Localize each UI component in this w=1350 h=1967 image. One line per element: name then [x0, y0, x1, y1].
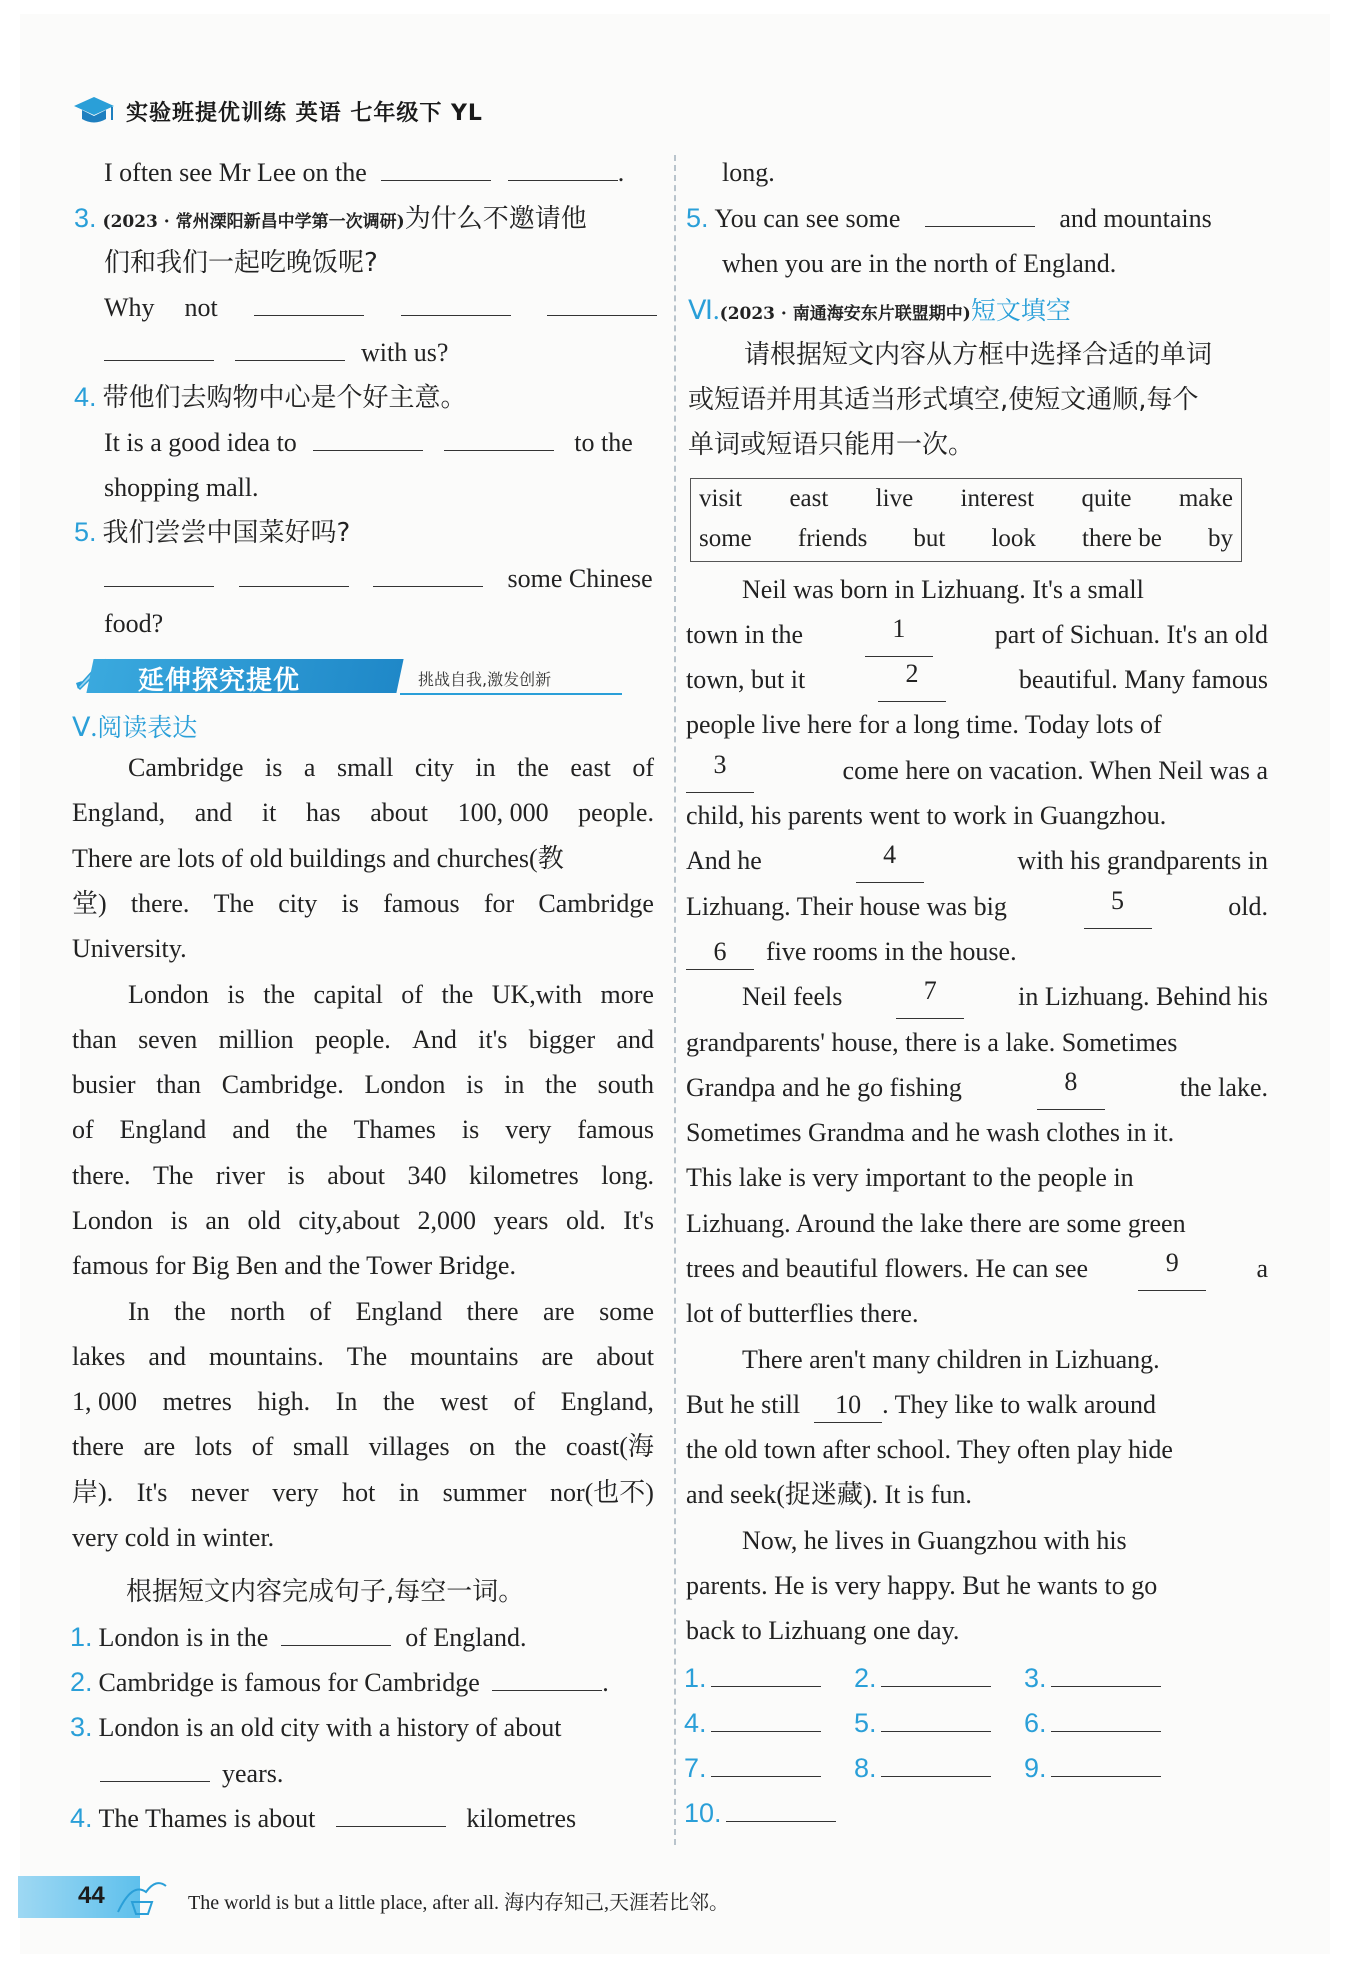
blank-2: 2 [878, 657, 946, 702]
passage-word: mountains [410, 1342, 519, 1371]
passage-word: England, [560, 1387, 654, 1416]
passage-word: Cambridge [538, 889, 654, 918]
blank-5: 5 [1084, 884, 1152, 929]
task-3-cont: years. [100, 1751, 283, 1796]
passage-line [72, 1424, 654, 1469]
passage-line [72, 1379, 654, 1424]
cloze-line-18: There aren't many children in Lizhuang. [742, 1345, 1160, 1374]
question-4: 4. 带他们去购物中心是个好主意。 [74, 382, 467, 413]
cloze-line-5: 3 come here on vacation. When Neil was a [686, 748, 1268, 793]
passage-line [72, 1062, 654, 1107]
answer-5[interactable]: 5. [854, 1705, 991, 1739]
passage-word: is [265, 753, 283, 782]
cloze-line-24: back to Lizhuang one day. [686, 1616, 960, 1645]
header-title: 实验班提优训练 英语 七年级下 YL [126, 100, 483, 126]
banner-subtitle: 挑战自我,激发创新 [418, 670, 552, 689]
passage-word: about [327, 1161, 386, 1190]
passage-word: it [261, 798, 277, 827]
passage-word: east [570, 753, 611, 782]
passage-word: in [398, 1478, 420, 1507]
passage-word: seven [138, 1025, 198, 1054]
passage-word: of [309, 1297, 332, 1326]
passage-word: Cambridge [128, 753, 244, 782]
passage-line [128, 1289, 654, 1334]
passage-word: lots [194, 1432, 233, 1461]
passage-line [72, 926, 654, 971]
graduation-cap-icon [72, 93, 116, 129]
passage-word: is [287, 1161, 305, 1190]
passage-word: the [517, 753, 549, 782]
passage-word: There are lots of old buildings and churches(教 [72, 844, 564, 873]
vi-instruction-3: 单词或短语只能用一次。 [688, 430, 975, 460]
task-2: 2. Cambridge is famous for Cambridge . [70, 1660, 609, 1705]
column-divider [674, 155, 676, 1845]
passage-word: the [174, 1297, 206, 1326]
passage-word: very cold in winter. [72, 1523, 275, 1552]
cloze-line-22: Now, he lives in Guangzhou with his [742, 1526, 1127, 1555]
passage-word: south [597, 1070, 654, 1099]
section-v-heading: Ⅴ.阅读表达 [72, 712, 198, 742]
cloze-line-4: people live here for a long time. Today lots of [686, 710, 1162, 739]
answer-6[interactable]: 6. [1024, 1705, 1161, 1739]
task-5-cont: when you are in the north of England. [722, 249, 1117, 278]
footer-quote: The world is but a little place, after all. 海内存知己,天涯若比邻。 [188, 1892, 729, 1914]
passage-word: a [303, 753, 316, 782]
passage-word: are [541, 1342, 574, 1371]
passage-word: metres [162, 1387, 232, 1416]
passage-word: of [72, 1115, 94, 1144]
passage-word: is [461, 1115, 480, 1144]
passage-word: is [341, 889, 359, 918]
passage-word: in [475, 753, 496, 782]
passage-line [72, 881, 654, 926]
cloze-line-13: Sometimes Grandma and he wash clothes in it. [686, 1118, 1175, 1147]
passage-word: London [72, 1206, 153, 1235]
cloze-line-14: This lake is very important to the people in [686, 1163, 1134, 1192]
blank-7: 7 [896, 974, 964, 1019]
cloze-line-17: lot of butterflies there. [686, 1299, 919, 1328]
passage-word: are [143, 1432, 176, 1461]
question-5: 5. 我们尝尝中国菜好吗? [74, 517, 351, 548]
passage-line [72, 1334, 654, 1379]
question-4-line1: It is a good idea to to the [104, 420, 633, 465]
passage-word: capital [313, 980, 383, 1009]
task-4: 4. The Thames is about kilometres [70, 1796, 654, 1841]
question-5-line1: some Chinese [104, 556, 653, 601]
passage-word: Cambridge. [221, 1070, 344, 1099]
passage-word: years [493, 1206, 549, 1235]
doodle-icon [112, 1872, 172, 1920]
passage-word: small [292, 1432, 350, 1461]
cloze-line-11: grandparents' house, there is a lake. Sometimes [686, 1028, 1178, 1057]
answer-3[interactable]: 3. [1024, 1660, 1161, 1694]
passage-word: villages [368, 1432, 450, 1461]
passage-word: 100, 000 [457, 798, 549, 827]
passage-word: England [355, 1297, 443, 1326]
passage-word: than [156, 1070, 202, 1099]
passage-word: the [295, 1115, 328, 1144]
passage-word: Thames [353, 1115, 436, 1144]
passage-word: it's [478, 1025, 508, 1054]
passage-word: In [128, 1297, 150, 1326]
question-4-line2: shopping mall. [104, 473, 259, 502]
passage-word: never [190, 1478, 249, 1507]
passage-word: old. [565, 1206, 606, 1235]
passage-word: are [542, 1297, 575, 1326]
passage-line [72, 1515, 654, 1560]
passage-word: 岸). [72, 1478, 114, 1507]
passage-word: more [600, 980, 654, 1009]
passage-word: and [616, 1025, 654, 1054]
passage-word: there. [72, 1161, 131, 1190]
passage-word: busier [72, 1070, 136, 1099]
passage-line [72, 1153, 654, 1198]
passage-word: and [148, 1342, 186, 1371]
passage-word: London [128, 980, 209, 1009]
passage-word: the [382, 1387, 415, 1416]
passage-word: 340 [407, 1161, 447, 1190]
passage-word: city,about [298, 1206, 400, 1235]
cloze-line-2: town in the 1 part of Sichuan. It's an old [686, 612, 1268, 657]
word-box-row-1: visit east live interest quite make [699, 485, 1233, 512]
passage-word: coast(海 [565, 1432, 654, 1461]
passage-word: famous for Big Ben and the Tower Bridge. [72, 1251, 516, 1280]
passage-word: and [194, 798, 233, 827]
passage-word: high. [257, 1387, 311, 1416]
blank-3: 3 [686, 748, 754, 793]
cloze-line-6: child, his parents went to work in Guangzhou. [686, 801, 1167, 830]
cloze-line-7: And he 4 with his grandparents in [686, 838, 1268, 883]
passage-word: of [513, 1387, 536, 1416]
passage-line [128, 972, 654, 1017]
task-1: 1. London is in the of England. [70, 1615, 527, 1660]
passage-word: England [119, 1115, 207, 1144]
instruction: 根据短文内容完成句子,每空一词。 [126, 1577, 525, 1607]
passage-word: And [412, 1025, 457, 1054]
word-box-row-2: some friends but look there be by [699, 525, 1233, 552]
passage-word: people. [578, 798, 654, 827]
passage-word: famous [577, 1115, 654, 1144]
passage-word: there [72, 1432, 124, 1461]
word-box [690, 478, 1242, 562]
passage-word: hot [342, 1478, 376, 1507]
passage-word: the [263, 980, 295, 1009]
question-3-line1: Why not [104, 285, 654, 330]
passage-word: north [230, 1297, 286, 1326]
answer-10[interactable]: 10. [684, 1795, 836, 1829]
passage-word: very [505, 1115, 552, 1144]
cloze-line-21: and seek(捉迷藏). It is fun. [686, 1480, 972, 1509]
passage-word: summer [442, 1478, 527, 1507]
right-cont: long. [722, 158, 775, 187]
passage-line [128, 745, 654, 790]
passage-word: very [272, 1478, 319, 1507]
passage-word: nor(也不) [549, 1478, 654, 1507]
passage-word: lakes [72, 1342, 126, 1371]
passage-word: river [215, 1161, 265, 1190]
passage-word: there. [130, 889, 190, 918]
answer-1[interactable]: 1. [684, 1660, 821, 1694]
passage-word: University. [72, 934, 187, 963]
passage-word: than [72, 1025, 117, 1054]
passage-line [72, 1243, 654, 1288]
passage-word: The [346, 1342, 388, 1371]
passage-word: long. [601, 1161, 654, 1190]
blank-6: 6 [686, 935, 754, 970]
question-3-line2: with us? [104, 330, 448, 375]
passage-word: and [232, 1115, 270, 1144]
passage-word: It's [136, 1478, 168, 1507]
passage-word: there [466, 1297, 519, 1326]
blank-4: 4 [856, 838, 924, 883]
passage-word: west [440, 1387, 488, 1416]
vi-instruction-1: 请根据短文内容从方框中选择合适的单词 [744, 340, 1213, 370]
passage-word: is [227, 980, 245, 1009]
cloze-line-12: Grandpa and he go fishing 8 the lake. [686, 1065, 1268, 1110]
passage-word: city [278, 889, 318, 918]
cloze-line-23: parents. He is very happy. But he wants to go [686, 1571, 1158, 1600]
passage-word: UK,with [491, 980, 583, 1009]
passage-word: old [247, 1206, 281, 1235]
task-5: 5. You can see some and mountains [686, 196, 1268, 241]
passage-line [72, 790, 654, 835]
cloze-line-15: Lizhuang. Around the lake there are some green [686, 1209, 1186, 1238]
task-3: 3. London is an old city with a history of about [70, 1712, 562, 1742]
question-3: 3. (2023 · 常州溧阳新昌中学第一次调研)为什么不邀请他 [74, 203, 587, 234]
question-3-cont: 们和我们一起吃晚饭呢? [104, 248, 378, 278]
passage-word: about [370, 798, 428, 827]
passage-word: bigger [528, 1025, 596, 1054]
passage-word: small [336, 753, 394, 782]
blank-8: 8 [1037, 1065, 1105, 1110]
passage-word: on [469, 1432, 496, 1461]
answer-7[interactable]: 7. [684, 1750, 821, 1784]
page-header [72, 90, 483, 132]
passage-word: has [305, 798, 341, 827]
section-vi-heading: Ⅵ.(2023 · 南通海安东片联盟期中)短文填空 [688, 295, 1071, 325]
answer-9[interactable]: 9. [1024, 1750, 1161, 1784]
cloze-line-19: But he still 10 . They like to walk around [686, 1382, 1268, 1427]
cloze-line-9: 6 five rooms in the house. [686, 929, 1017, 974]
banner-title: 延伸探究提优 [138, 666, 301, 696]
passage-word: city [414, 753, 454, 782]
passage-word: famous [383, 889, 460, 918]
cloze-line-3: town, but it 2 beautiful. Many famous [686, 657, 1268, 702]
passage-line [72, 1107, 654, 1152]
passage-line [72, 1198, 654, 1243]
question-5-line2: food? [104, 609, 164, 638]
passage-line [72, 1470, 654, 1515]
answer-2[interactable]: 2. [854, 1660, 991, 1694]
cloze-line-1: Neil was born in Lizhuang. It's a small [742, 575, 1144, 604]
passage-word: The [152, 1161, 194, 1190]
passage-word: an [205, 1206, 230, 1235]
blank-9: 9 [1138, 1246, 1206, 1291]
answer-4[interactable]: 4. [684, 1705, 821, 1739]
passage-word: of [251, 1432, 274, 1461]
passage-word: The [213, 889, 255, 918]
cloze-line-16: trees and beautiful flowers. He can see 9 a [686, 1246, 1268, 1291]
passage-word: kilometres [469, 1161, 579, 1190]
passage-word: is [466, 1070, 484, 1099]
left-line-0: I often see Mr Lee on the . [104, 150, 624, 195]
passage-word: of [632, 753, 654, 782]
passage-line [72, 836, 654, 881]
passage-word: is [170, 1206, 188, 1235]
passage-word: London [364, 1070, 446, 1099]
passage-word: the [441, 980, 474, 1009]
passage-word: people. [314, 1025, 391, 1054]
passage-word: In [335, 1387, 358, 1416]
passage-word: in [504, 1070, 525, 1099]
passage-word: 2,000 [417, 1206, 476, 1235]
passage-line [72, 1017, 654, 1062]
cloze-line-20: the old town after school. They often play hide [686, 1435, 1173, 1464]
passage-word: It's [623, 1206, 654, 1235]
section-banner [70, 655, 620, 697]
passage-word: 堂) [72, 889, 107, 918]
passage-word: 1, 000 [72, 1387, 137, 1416]
blank-10: 10 [814, 1388, 882, 1423]
passage-word: some [599, 1297, 654, 1326]
passage-word: million [218, 1025, 294, 1054]
answer-8[interactable]: 8. [854, 1750, 991, 1784]
passage-word: of [401, 980, 423, 1009]
passage-word: mountains. [208, 1342, 324, 1371]
page-number: 44 [78, 1882, 105, 1909]
passage-word: the [545, 1070, 577, 1099]
cloze-line-8: Lizhuang. Their house was big 5 old. [686, 884, 1268, 929]
passage-word: England, [72, 798, 166, 827]
blank-1: 1 [865, 612, 933, 657]
passage-word: about [596, 1342, 654, 1371]
cloze-line-10: Neil feels 7 in Lizhuang. Behind his [742, 974, 1268, 1019]
vi-instruction-2: 或短语并用其适当形式填空,使短文通顺,每个 [688, 385, 1199, 415]
passage-word: for [483, 889, 515, 918]
passage-word: the [514, 1432, 547, 1461]
